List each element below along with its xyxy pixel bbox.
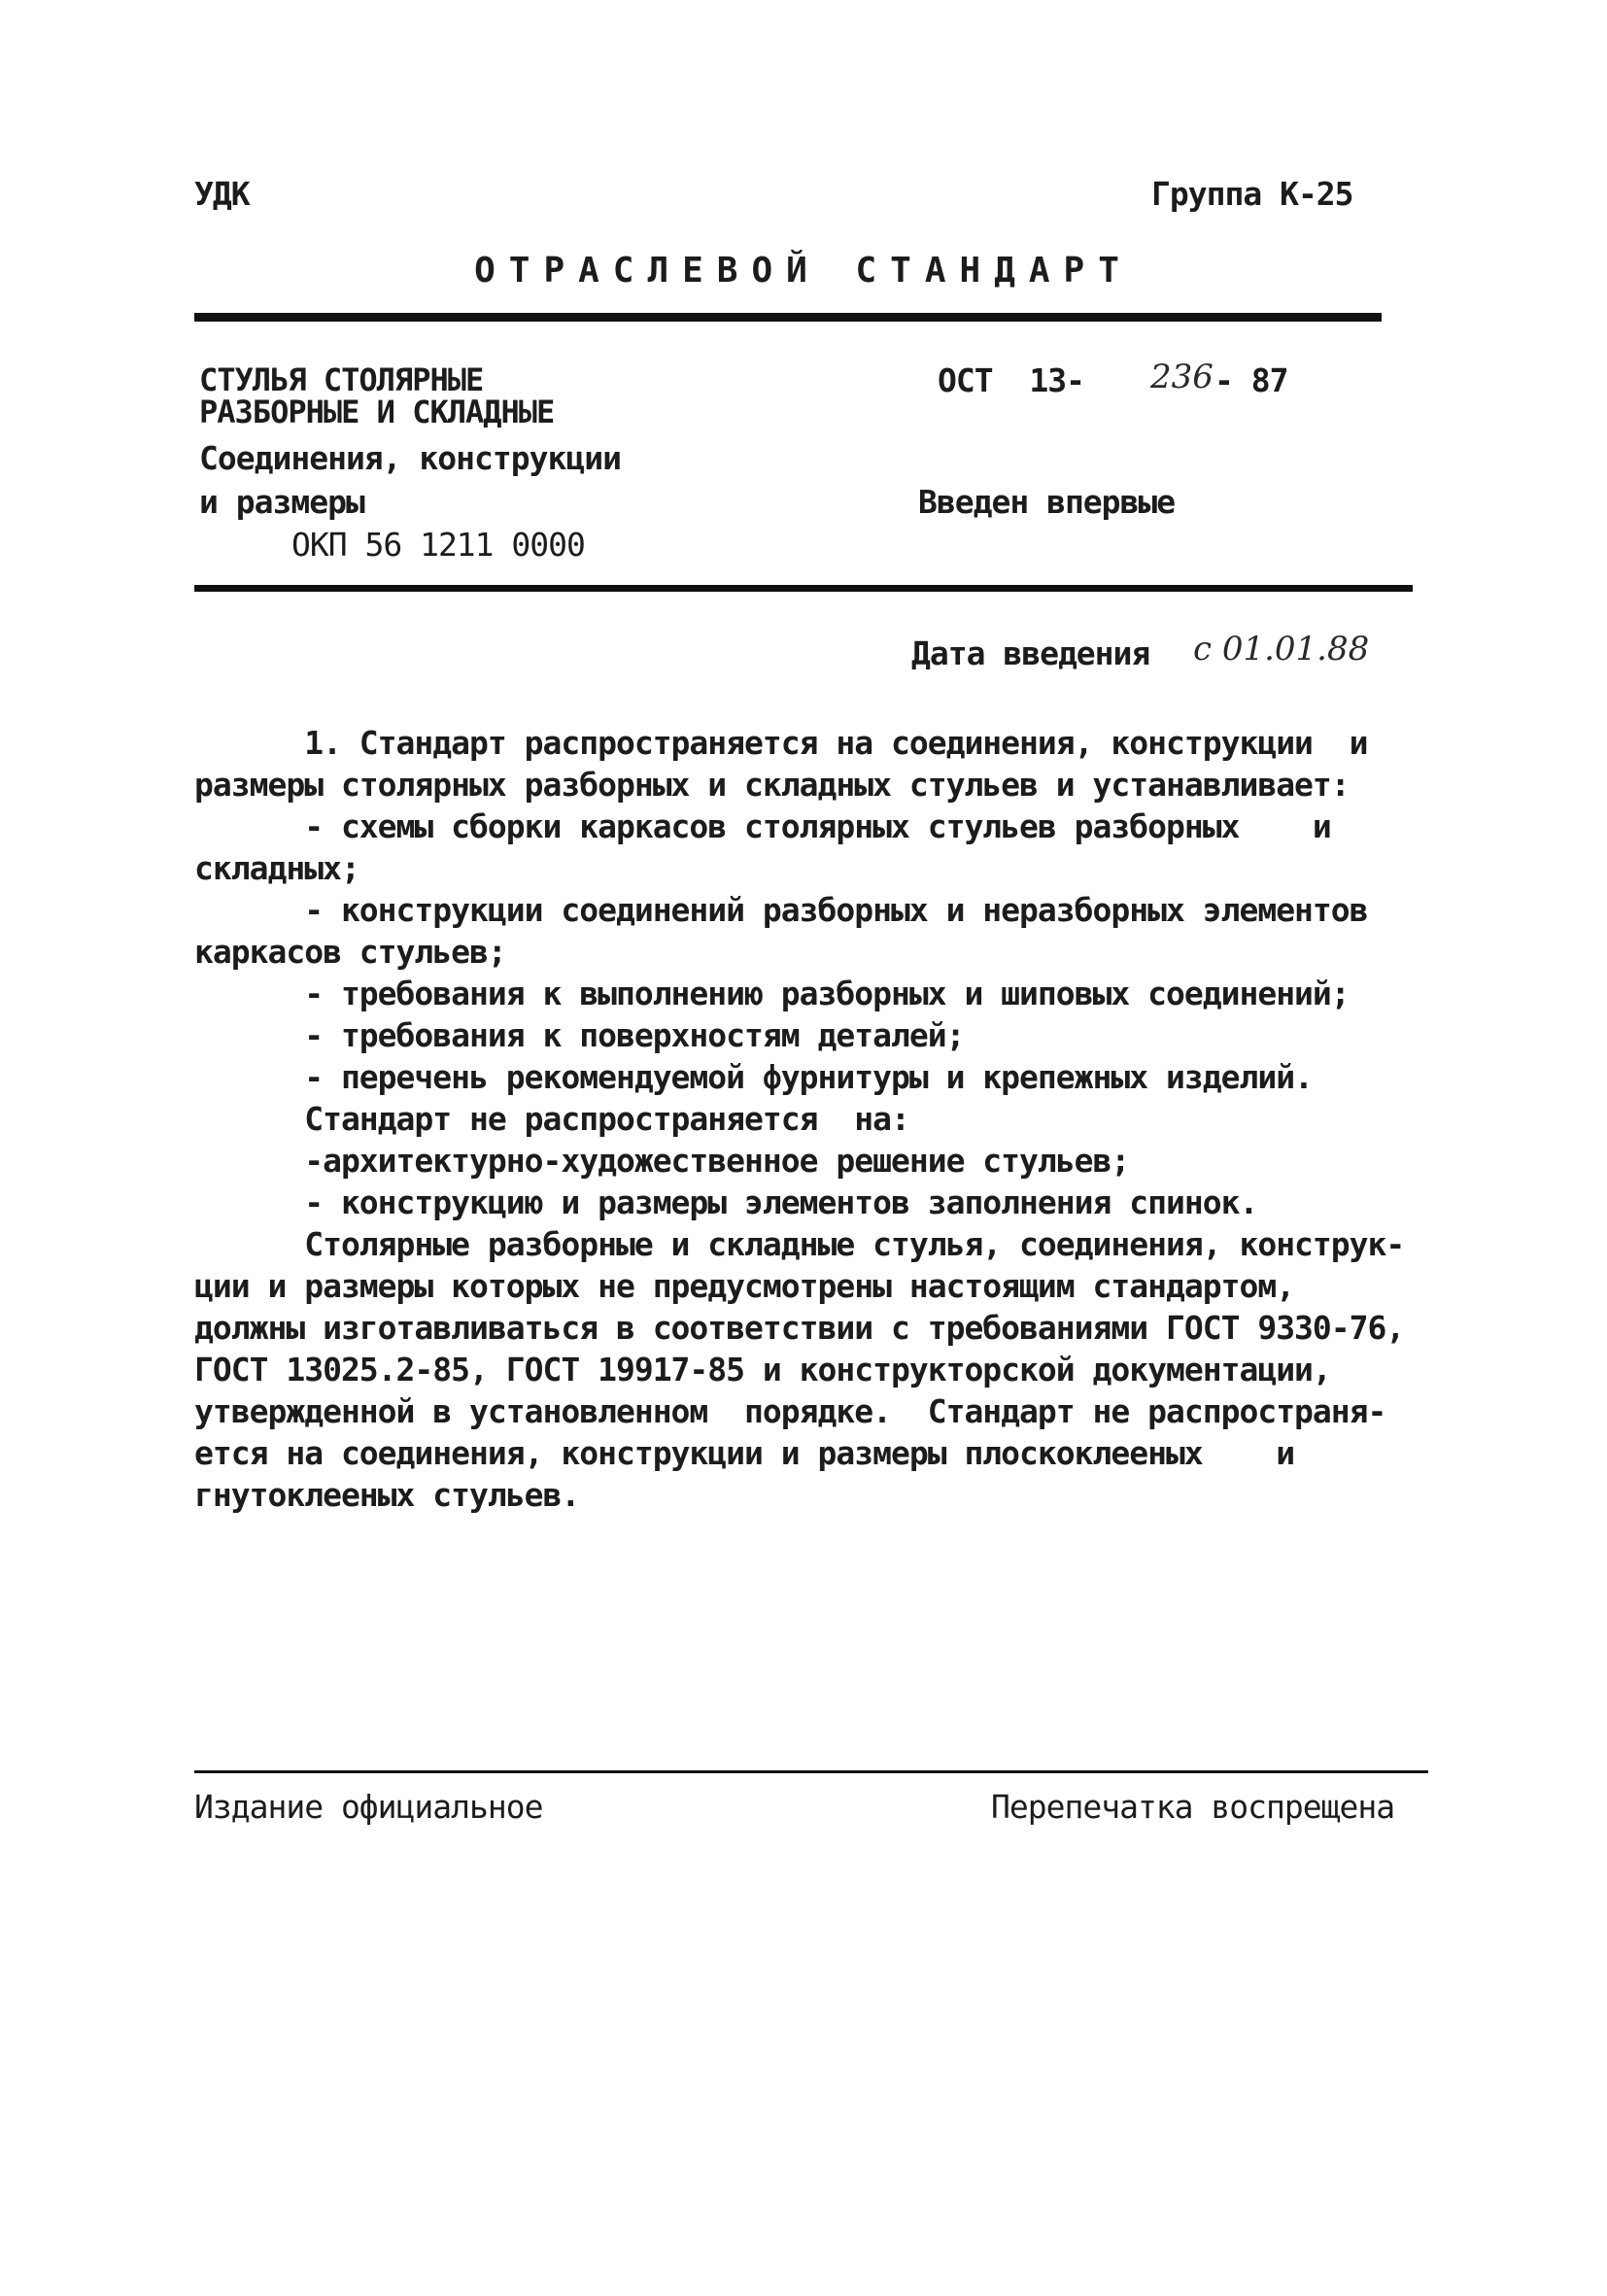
body-line: - конструкции соединений разборных и неразборных элементов	[194, 891, 1368, 929]
body-line: складных;	[194, 849, 359, 887]
top-divider	[194, 313, 1382, 322]
introduction-date-value: с 01.01.88	[1193, 630, 1370, 668]
body-line: 1. Стандарт распространяется на соединения, конструкции и	[194, 724, 1368, 762]
body-line: размеры столярных разборных и складных стульев и устанавливает:	[194, 766, 1350, 804]
official-edition-note: Издание официальное	[194, 1788, 543, 1826]
body-line: Столярные разборные и складные стулья, соединения, конструк-	[194, 1225, 1405, 1263]
standard-title-line-2: РАЗБОРНЫЕ И СКЛАДНЫЕ	[199, 394, 555, 430]
body-line: -архитектурно-художественное решение стульев;	[194, 1142, 1130, 1180]
body-line: ции и размеры которых не предусмотрены настоящим стандартом,	[194, 1267, 1295, 1305]
body-line: - схемы сборки каркасов столярных стульев разборных и	[194, 807, 1331, 845]
body-line: - требования к выполнению разборных и шиповых соединений;	[194, 975, 1350, 1012]
introduced-note: Введен впервые	[918, 483, 1176, 521]
body-line: утвержденной в установленном порядке. Стандарт не распространя-	[194, 1392, 1386, 1430]
udk-label: УДК	[194, 175, 250, 213]
ost-number-handwritten: 236	[1150, 358, 1214, 396]
body-line: каркасов стульев;	[194, 933, 506, 971]
body-line: ется на соединения, конструкции и размеры плоскоклееных и	[194, 1434, 1295, 1472]
document-type-heading: ОТРАСЛЕВОЙ СТАНДАРТ	[474, 251, 1133, 291]
body-line: Стандарт не распространяется на:	[194, 1100, 909, 1138]
ost-designation-prefix: ОСТ 13-	[938, 361, 1084, 399]
reprint-prohibited-note: Перепечатка воспрещена	[991, 1788, 1395, 1826]
body-line: ГОСТ 13025.2-85, ГОСТ 19917-85 и конструкторской документации,	[194, 1351, 1331, 1388]
group-label: Группа К-25	[1151, 175, 1353, 213]
standard-subtitle-line-1: Соединения, конструкции	[199, 439, 621, 477]
standard-subtitle-line-2: и размеры	[199, 483, 364, 521]
middle-divider	[194, 585, 1413, 592]
footer-divider	[194, 1770, 1428, 1773]
ost-designation-suffix: - 87	[1214, 361, 1288, 399]
body-line: - конструкцию и размеры элементов заполнения спинок.	[194, 1183, 1258, 1221]
body-line: должны изготавливаться в соответствии с требованиями ГОСТ 9330-76,	[194, 1309, 1405, 1347]
body-line: - требования к поверхностям деталей;	[194, 1016, 965, 1054]
standard-title-line-1: СТУЛЬЯ СТОЛЯРНЫЕ	[199, 361, 484, 398]
introduction-date-label: Дата введения	[911, 634, 1150, 672]
body-line: гнутоклееных стульев.	[194, 1476, 580, 1514]
body-line: - перечень рекомендуемой фурнитуры и крепежных изделий.	[194, 1058, 1313, 1096]
okp-code: ОКП 56 1211 0000	[291, 526, 585, 564]
